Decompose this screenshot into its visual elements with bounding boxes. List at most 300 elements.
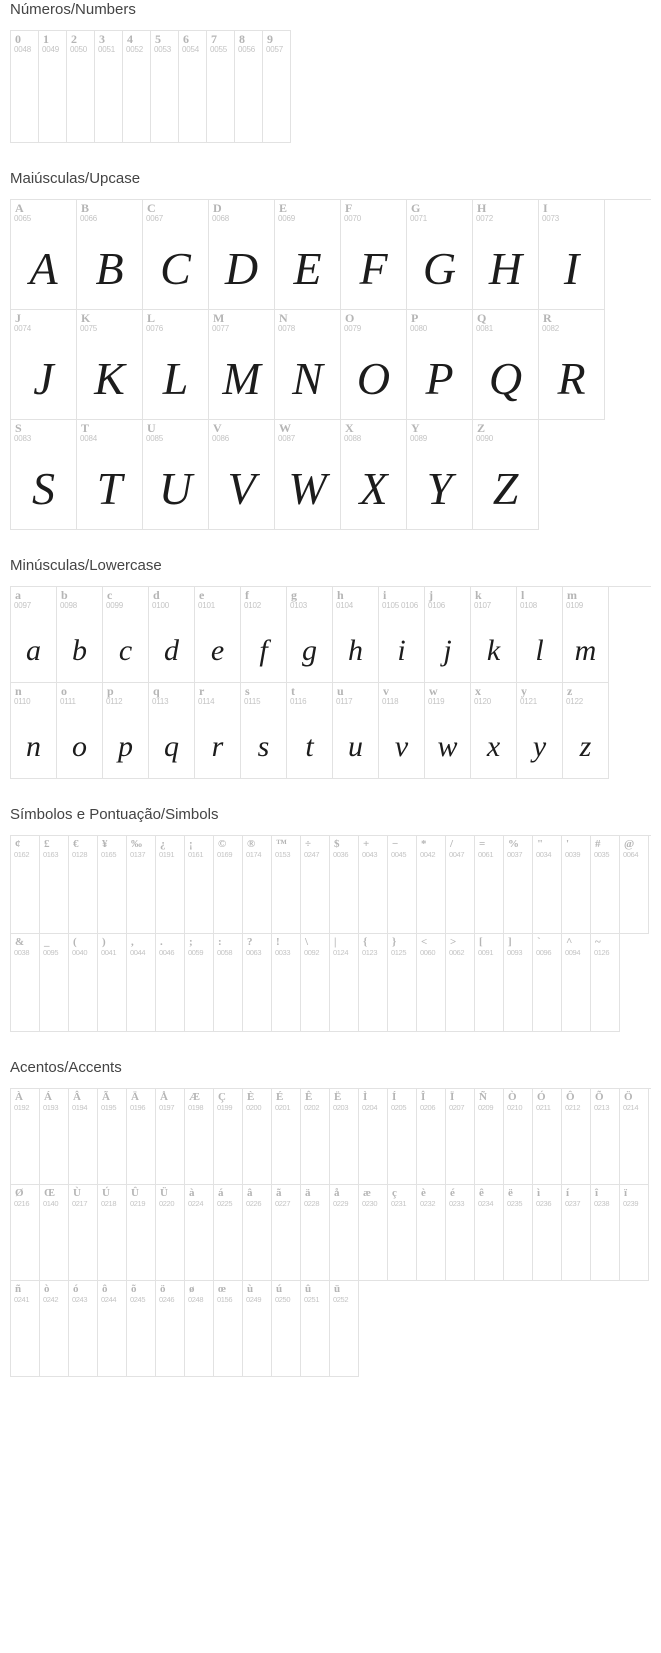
glyph-char-label: ÷ <box>305 838 312 850</box>
glyph-cell <box>275 420 341 530</box>
glyph-grid-accents <box>10 1088 651 1377</box>
glyph-code-label: 0153 <box>275 850 291 859</box>
glyph-cell <box>533 836 562 934</box>
glyph-preview: o <box>72 730 87 763</box>
glyph-char-label: ä <box>305 1187 311 1199</box>
glyph-char-label: 0 <box>15 32 21 46</box>
glyph-cell <box>11 934 40 1032</box>
glyph-char-label: & <box>15 936 25 948</box>
glyph-char-label: d <box>153 588 160 602</box>
glyph-char-label: s <box>245 684 250 698</box>
glyph-preview: U <box>158 463 193 514</box>
glyph-cell <box>562 836 591 934</box>
glyph-cell <box>563 587 609 683</box>
glyph-cell <box>272 1089 301 1185</box>
glyph-char-label: É <box>276 1091 284 1103</box>
glyph-cell <box>11 1089 40 1185</box>
glyph-code-label: 0046 <box>159 948 175 957</box>
glyph-code-label: 0107 <box>474 601 491 610</box>
glyph-char-label: 1 <box>43 32 49 46</box>
glyph-cell <box>98 934 127 1032</box>
glyph-preview: f <box>259 634 268 667</box>
glyph-cell <box>301 1185 330 1281</box>
glyph-char-label: Y <box>411 421 420 435</box>
section-body-accents <box>0 1078 661 1377</box>
glyph-cell <box>533 1185 562 1281</box>
glyph-cell <box>517 683 563 779</box>
glyph-cell <box>156 836 185 934</box>
glyph-char-label: M <box>213 311 225 325</box>
glyph-preview: Z <box>492 463 519 514</box>
glyph-code-label: 0053 <box>154 45 171 54</box>
glyph-cell <box>179 31 207 143</box>
glyph-code-label: 0231 <box>391 1199 407 1208</box>
glyph-cell <box>504 836 533 934</box>
glyph-cell <box>243 934 272 1032</box>
glyph-char-label: h <box>337 588 344 602</box>
glyph-code-label: 0198 <box>188 1103 204 1112</box>
glyph-code-label: 0095 <box>43 948 59 957</box>
section-body-upcase <box>0 189 661 530</box>
glyph-char-label: R <box>543 311 552 325</box>
glyph-code-label: 0113 <box>152 697 169 706</box>
glyph-char-label: œ <box>218 1283 226 1295</box>
glyph-code-label: 0218 <box>101 1199 117 1208</box>
glyph-char-label: I <box>543 201 548 215</box>
glyph-cell <box>301 836 330 934</box>
glyph-char-label: Ö <box>624 1091 633 1103</box>
glyph-code-label: 0064 <box>623 850 639 859</box>
glyph-char-label: O <box>345 311 355 325</box>
glyph-cell <box>156 1089 185 1185</box>
glyph-char-label: ¡ <box>189 838 193 850</box>
glyph-code-label: 0111 <box>60 697 76 706</box>
glyph-char-label: N <box>279 311 288 325</box>
glyph-code-label: 0119 <box>428 697 445 706</box>
glyph-code-label: 0128 <box>72 850 88 859</box>
glyph-code-label: 0075 <box>80 324 97 333</box>
glyph-char-label: + <box>363 838 370 850</box>
glyph-char-label: ó <box>73 1283 79 1295</box>
glyph-cell <box>272 1185 301 1281</box>
glyph-cell <box>591 934 620 1032</box>
glyph-char-label: 9 <box>267 32 273 46</box>
glyph-code-label: 0047 <box>449 850 465 859</box>
glyph-cell <box>446 934 475 1032</box>
glyph-code-label: 0235 <box>507 1199 523 1208</box>
glyph-cell <box>11 587 57 683</box>
glyph-code-label: 0043 <box>362 850 378 859</box>
glyph-cell <box>446 1185 475 1281</box>
glyph-code-label: 0165 <box>101 850 117 859</box>
glyph-code-label: 0109 <box>566 601 583 610</box>
glyph-cell <box>40 934 69 1032</box>
section-title-upcase: Maiúsculas/Upcase <box>10 170 141 187</box>
glyph-preview: G <box>422 243 457 294</box>
glyph-code-label: 0205 <box>391 1103 407 1112</box>
glyph-char-label: ] <box>508 936 512 948</box>
glyph-code-label: 0097 <box>14 601 31 610</box>
glyph-code-label: 0197 <box>159 1103 175 1112</box>
glyph-cell <box>301 1089 330 1185</box>
glyph-char-label: y <box>521 684 527 698</box>
glyph-cell <box>209 200 275 310</box>
glyph-char-label: a <box>15 588 21 602</box>
glyph-preview: D <box>224 243 259 294</box>
glyph-code-label: 0054 <box>182 45 199 54</box>
glyph-code-label: 0069 <box>278 214 295 223</box>
glyph-preview: v <box>394 730 409 763</box>
glyph-code-label: 0065 <box>14 214 31 223</box>
glyph-code-label: 0034 <box>536 850 552 859</box>
glyph-char-label: Á <box>44 1091 52 1103</box>
glyph-code-label: 0194 <box>72 1103 88 1112</box>
glyph-preview: T <box>96 463 123 514</box>
glyph-code-label: 0120 <box>474 697 491 706</box>
glyph-char-label: ™ <box>276 838 287 850</box>
section-symbols <box>0 805 661 1032</box>
glyph-char-label: ¥ <box>102 838 108 850</box>
glyph-code-label: 0207 <box>449 1103 465 1112</box>
glyph-code-label: 0210 <box>507 1103 523 1112</box>
glyph-code-label: 0057 <box>266 45 283 54</box>
glyph-cell <box>243 1281 272 1377</box>
glyph-code-label: 0068 <box>212 214 229 223</box>
glyph-preview: i <box>397 634 406 667</box>
glyph-code-label: 0193 <box>43 1103 59 1112</box>
glyph-char-label: ï <box>624 1187 628 1199</box>
glyph-char-label: ù <box>247 1283 254 1295</box>
glyph-cell <box>562 934 591 1032</box>
glyph-char-label: { <box>363 936 368 948</box>
glyph-code-label: 0124 <box>333 948 349 957</box>
glyph-char-label: > <box>450 936 457 948</box>
glyph-char-label: 7 <box>211 32 217 46</box>
glyph-code-label: 0199 <box>217 1103 233 1112</box>
glyph-char-label: Å <box>160 1091 168 1103</box>
glyph-char-label: Õ <box>595 1091 604 1103</box>
glyph-code-label: 0220 <box>159 1199 175 1208</box>
glyph-cell <box>504 934 533 1032</box>
glyph-code-label: 0074 <box>14 324 31 333</box>
glyph-preview: I <box>563 243 580 294</box>
glyph-code-label: 0241 <box>14 1295 30 1304</box>
glyph-char-label: ‰ <box>131 838 142 850</box>
glyph-code-label: 0117 <box>336 697 353 706</box>
glyph-char-label: C <box>147 201 156 215</box>
glyph-preview: R <box>557 353 586 404</box>
glyph-cell <box>11 31 39 143</box>
glyph-cell <box>417 836 446 934</box>
glyph-char-label: í <box>566 1187 570 1199</box>
glyph-cell <box>407 200 473 310</box>
glyph-char-label: Â <box>73 1091 81 1103</box>
glyph-code-label: 0245 <box>130 1295 146 1304</box>
glyph-char-label: Ë <box>334 1091 342 1103</box>
glyph-grid-lowercase <box>10 586 651 779</box>
glyph-char-label: ) <box>102 936 106 948</box>
glyph-cell <box>425 683 471 779</box>
glyph-cell <box>341 200 407 310</box>
glyph-code-label: 0227 <box>275 1199 291 1208</box>
glyph-preview: Y <box>426 463 453 514</box>
glyph-char-label: © <box>218 838 227 850</box>
glyph-char-label: A <box>15 201 24 215</box>
glyph-cell <box>243 1089 272 1185</box>
glyph-code-label: 0237 <box>565 1199 581 1208</box>
glyph-char-label: Î <box>421 1091 426 1103</box>
glyph-cell <box>127 1185 156 1281</box>
glyph-cell <box>333 587 379 683</box>
glyph-cell <box>504 1185 533 1281</box>
glyph-code-label: 0079 <box>344 324 361 333</box>
glyph-char-label: ü <box>334 1283 341 1295</box>
glyph-code-label: 0250 <box>275 1295 291 1304</box>
glyph-preview: r <box>211 730 224 763</box>
glyph-char-label: p <box>107 684 114 698</box>
glyph-char-label: − <box>392 838 399 850</box>
glyph-char-label: G <box>411 201 421 215</box>
glyph-cell <box>77 420 143 530</box>
glyph-char-label: ö <box>160 1283 166 1295</box>
glyph-code-label: 0051 <box>98 45 115 54</box>
glyph-char-label: Z <box>477 421 486 435</box>
glyph-code-label: 0191 <box>159 850 175 859</box>
glyph-cell <box>39 31 67 143</box>
glyph-cell <box>620 836 649 934</box>
glyph-char-label: ® <box>247 838 256 850</box>
glyph-char-label: g <box>291 588 297 602</box>
glyph-cell <box>185 1089 214 1185</box>
glyph-code-label: 0044 <box>130 948 146 957</box>
glyph-cell <box>127 934 156 1032</box>
glyph-cell <box>127 1281 156 1377</box>
glyph-char-label: ! <box>276 936 280 948</box>
glyph-cell <box>143 420 209 530</box>
glyph-char-label: ç <box>392 1187 397 1199</box>
glyph-cell <box>156 1185 185 1281</box>
glyph-preview: K <box>94 353 125 404</box>
glyph-preview: W <box>288 463 327 514</box>
glyph-code-label: 0200 <box>246 1103 262 1112</box>
glyph-cell <box>40 836 69 934</box>
glyph-char-label: = <box>479 838 486 850</box>
glyph-preview: m <box>574 634 597 667</box>
glyph-cell <box>98 836 127 934</box>
glyph-cell <box>98 1281 127 1377</box>
glyph-char-label: Ì <box>363 1091 368 1103</box>
glyph-cell <box>407 420 473 530</box>
glyph-preview: h <box>348 634 363 667</box>
glyph-code-label: 0169 <box>217 850 233 859</box>
glyph-cell <box>11 1281 40 1377</box>
glyph-cell <box>272 1281 301 1377</box>
glyph-preview: u <box>348 730 363 763</box>
section-body-lowercase <box>0 576 661 779</box>
glyph-code-label: 0080 <box>410 324 427 333</box>
glyph-code-label: 0251 <box>304 1295 320 1304</box>
glyph-preview: y <box>532 730 547 763</box>
glyph-code-label: 0048 <box>14 45 31 54</box>
glyph-code-label: 0087 <box>278 434 295 443</box>
glyph-char-label: T <box>81 421 90 435</box>
glyph-code-label: 0229 <box>333 1199 349 1208</box>
glyph-char-label: [ <box>479 936 483 948</box>
glyph-char-label: î <box>595 1187 599 1199</box>
glyph-cell <box>359 934 388 1032</box>
section-title-accents: Acentos/Accents <box>10 1059 122 1076</box>
glyph-code-label: 0070 <box>344 214 361 223</box>
glyph-preview: c <box>118 634 133 667</box>
glyph-cell <box>214 1089 243 1185</box>
glyph-char-label: 6 <box>183 32 189 46</box>
glyph-char-label: B <box>81 201 90 215</box>
glyph-char-label: L <box>147 311 156 325</box>
glyph-char-label: t <box>291 684 295 698</box>
glyph-code-label: 0067 <box>146 214 163 223</box>
glyph-char-label: £ <box>44 838 50 850</box>
glyph-char-label: x <box>475 684 481 698</box>
glyph-code-label: 0072 <box>476 214 493 223</box>
glyph-cell <box>11 420 77 530</box>
glyph-char-label: Ü <box>160 1187 168 1199</box>
glyph-cell <box>103 587 149 683</box>
glyph-code-label: 0105 0106 <box>382 601 419 610</box>
glyph-cell <box>425 587 471 683</box>
glyph-code-label: 0224 <box>188 1199 204 1208</box>
glyph-code-label: 0209 <box>478 1103 494 1112</box>
glyph-cell <box>272 836 301 934</box>
glyph-char-label: b <box>61 588 68 602</box>
glyph-char-label: F <box>345 201 353 215</box>
glyph-char-label: 8 <box>239 32 245 46</box>
glyph-code-label: 0112 <box>106 697 123 706</box>
glyph-cell <box>11 836 40 934</box>
glyph-char-label: v <box>383 684 389 698</box>
glyph-char-label: V <box>213 421 222 435</box>
glyph-cell <box>103 683 149 779</box>
glyph-code-label: 0195 <box>101 1103 117 1112</box>
glyph-code-label: 0099 <box>106 601 123 610</box>
glyph-cell <box>95 31 123 143</box>
glyph-code-label: 0232 <box>420 1199 436 1208</box>
glyph-code-label: 0076 <box>146 324 163 333</box>
glyph-preview: P <box>425 353 454 404</box>
glyph-cell <box>533 1089 562 1185</box>
glyph-preview: z <box>579 730 592 763</box>
glyph-preview: M <box>222 353 261 404</box>
glyph-cell <box>241 587 287 683</box>
glyph-code-label: 0234 <box>478 1199 494 1208</box>
glyph-cell <box>67 31 95 143</box>
glyph-char-label: u <box>337 684 344 698</box>
glyph-code-label: 0226 <box>246 1199 262 1208</box>
glyph-cell <box>417 1185 446 1281</box>
section-body-symbols <box>0 825 661 1032</box>
glyph-cell <box>301 934 330 1032</box>
glyph-char-label: e <box>199 588 205 602</box>
glyph-code-label: 0066 <box>80 214 97 223</box>
glyph-char-label: ( <box>73 936 77 948</box>
glyph-cell <box>156 934 185 1032</box>
glyph-char-label: Ù <box>73 1187 81 1199</box>
glyph-cell <box>40 1281 69 1377</box>
glyph-cell <box>243 1185 272 1281</box>
glyph-code-label: 0216 <box>14 1199 30 1208</box>
glyph-code-label: 0045 <box>391 850 407 859</box>
glyph-cell <box>11 200 77 310</box>
glyph-cell <box>185 1185 214 1281</box>
glyph-code-label: 0037 <box>507 850 523 859</box>
glyph-cell <box>143 310 209 420</box>
section-body-numbers <box>0 20 661 143</box>
glyph-code-label: 0041 <box>101 948 117 957</box>
glyph-preview: n <box>26 730 41 763</box>
glyph-cell <box>446 1089 475 1185</box>
section-title-symbols: Símbolos e Pontuação/Simbols <box>10 806 219 823</box>
glyph-code-label: 0035 <box>594 850 610 859</box>
glyph-char-label: $ <box>334 838 340 850</box>
glyph-code-label: 0063 <box>246 948 262 957</box>
glyph-cell <box>475 1185 504 1281</box>
glyph-char-label: l <box>521 588 525 602</box>
glyph-char-label: f <box>245 588 249 602</box>
glyph-code-label: 0092 <box>304 948 320 957</box>
glyph-cell <box>407 310 473 420</box>
glyph-grid-upcase <box>10 199 651 530</box>
glyph-char-label: Ò <box>508 1091 517 1103</box>
glyph-char-label: X <box>345 421 354 435</box>
glyph-code-label: 0126 <box>594 948 610 957</box>
section-upcase <box>0 169 661 530</box>
glyph-cell <box>77 200 143 310</box>
glyph-char-label: û <box>305 1283 312 1295</box>
glyph-code-label: 0125 <box>391 948 407 957</box>
glyph-code-label: 0108 <box>520 601 537 610</box>
glyph-cell <box>195 587 241 683</box>
glyph-cell <box>341 310 407 420</box>
glyph-char-label: } <box>392 936 397 948</box>
glyph-code-label: 0094 <box>565 948 581 957</box>
glyph-char-label: c <box>107 588 113 602</box>
glyph-char-label: ` <box>537 936 541 948</box>
glyph-char-label: ¢ <box>15 838 21 850</box>
glyph-cell <box>209 310 275 420</box>
glyph-cell <box>475 934 504 1032</box>
glyph-cell <box>473 420 539 530</box>
glyph-code-label: 0121 <box>520 697 537 706</box>
glyph-preview: x <box>486 730 501 763</box>
glyph-code-label: 0201 <box>275 1103 291 1112</box>
glyph-code-label: 0236 <box>536 1199 552 1208</box>
glyph-code-label: 0212 <box>565 1103 581 1112</box>
glyph-char-label: i <box>383 588 387 602</box>
glyph-code-label: 0060 <box>420 948 436 957</box>
glyph-cell <box>388 1089 417 1185</box>
glyph-cell <box>275 310 341 420</box>
glyph-cell <box>40 1185 69 1281</box>
glyph-preview: l <box>535 634 544 667</box>
section-title-numbers: Números/Numbers <box>10 1 136 18</box>
glyph-char-label: È <box>247 1091 255 1103</box>
glyph-preview: b <box>72 634 87 667</box>
glyph-char-label: \ <box>305 936 309 948</box>
glyph-cell <box>11 1185 40 1281</box>
glyph-cell <box>591 836 620 934</box>
glyph-grid-numbers <box>10 30 291 143</box>
glyph-cell <box>40 1089 69 1185</box>
glyph-cell <box>214 934 243 1032</box>
